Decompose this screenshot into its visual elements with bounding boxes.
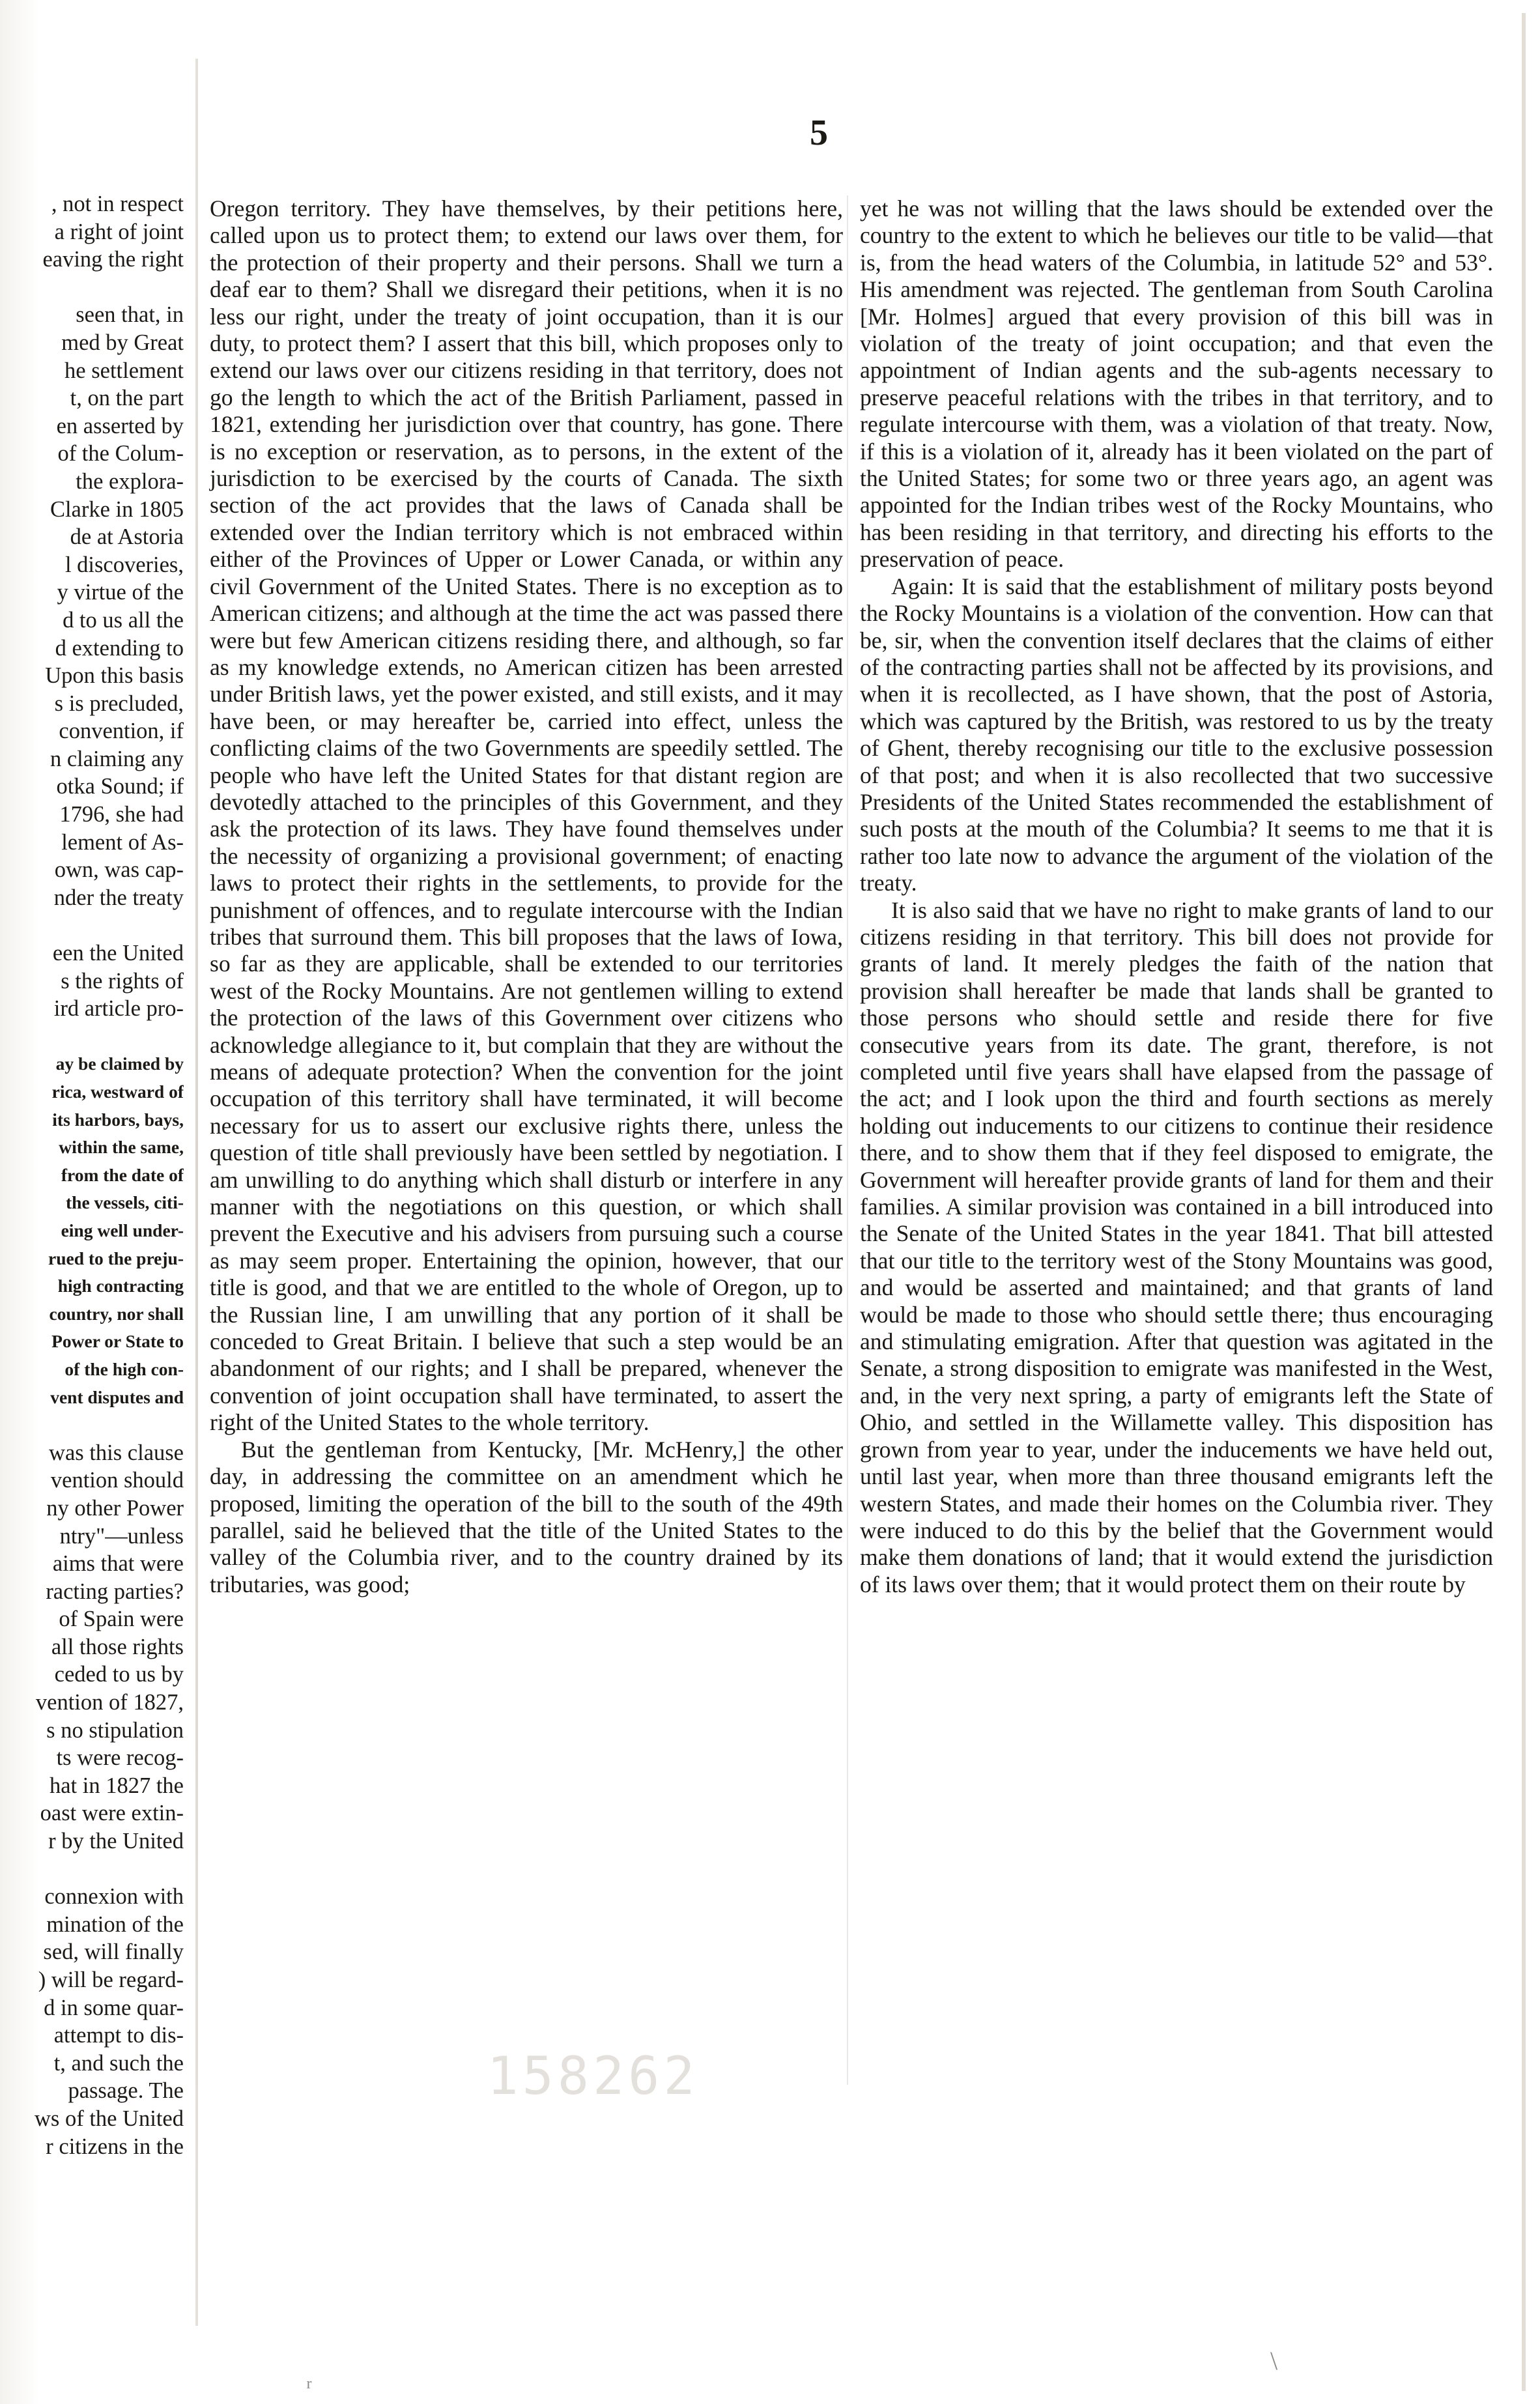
previous-page-line: med by Great	[61, 330, 184, 355]
previous-page-line: de at Astoria	[70, 524, 184, 550]
previous-page-line: ird article pro-	[53, 996, 184, 1022]
previous-page-line: of the Colum-	[57, 441, 184, 466]
right-paragraph-3: It is also said that we have no right to make grants of land to our citizens residing in that territory. This bill does not provide for grants of land. It merely pledges the faith of the nation that provision shall hereafter be made that lands shall be granted to those persons who should settle and reside there for five consecutive years from its date. The grant, therefore, is not completed until five years shall have elapsed from the passage of the act; and I look upon the third and fourth sections as merely holding out inducements to our citizens to continue their residence there, and to show them that if they feel disposed to emigrate, the Government will hereafter provide grants of land for them and their families. A similar provision was contained in a bill introduced into the Senate of the United States in the year 1841. That bill attested that our title to the territory west of the Stony Mountains was good, and would be asserted and maintained; and that grants of land would be made to those who should settle there; thus encouraging and stimulating emigration. After that question was agitated in the Senate, a strong disposition to emigrate was manifested in the West, and, in the very next spring, a party of emigrants left the State of Ohio, and settled in the Willamette valley. This disposition has grown from year to year, under the inducements we have held out, until last year, when more than three thousand emigrants left the western States, and made their homes on the Columbia river. They were induced to do this by the belief that the Government would make them donations of land; that it would extend the jurisdiction of its laws over them; that it would protect them on their route by	[860, 896, 1493, 1597]
previous-page-line: ay be claimed by	[55, 1053, 184, 1074]
previous-page-line: the explora-	[76, 468, 184, 494]
previous-page-line: own, was cap-	[54, 857, 184, 883]
previous-page-line	[0, 274, 184, 302]
left-text-column	[210, 195, 843, 1598]
previous-page-line: oast were extin-	[40, 1801, 184, 1826]
previous-page-line: connexion with	[44, 1884, 184, 1910]
previous-page-line	[0, 911, 184, 939]
previous-page-line: eing well under-	[61, 1220, 184, 1240]
previous-page-line: ny other Power	[46, 1495, 184, 1521]
previous-page-line: 1796, she had	[59, 802, 184, 827]
previous-page-line: within the same,	[59, 1137, 184, 1158]
previous-page-line: lement of As-	[61, 829, 184, 855]
left-paragraph-2: But the gentleman from Kentucky, [Mr. McHenry,] the other day, in addressing the committee on an amendment which he proposed, limiting the operation of the bill to the south of the 49th parallel, said he believed that the title of the United States to the valley of the Columbia river, and to the country drained by its tributaries, was good;	[210, 1436, 843, 1597]
previous-page-line: r citizens in the	[46, 2134, 184, 2159]
previous-page-line: Power or State to	[51, 1331, 184, 1352]
previous-page-line: the vessels, citi-	[66, 1192, 184, 1213]
left-paragraph-1: Oregon territory. They have themselves, by their petitions here, called upon us to protect them; to extend our laws over them, for the protection of their property and their persons. Shall we turn a deaf ear to them? Shall we disregard their petitions, when it is no less our right, under the treaty of joint occupation, than it is our duty, to protect them? I assert that this bill, which proposes only to extend our laws over our citizens residing in that territory, does not go the length to which the act of the British Parliament, passed in 1821, extending her jurisdiction over that country, has gone. There is no exception or reservation, as to persons, in the extent of the jurisdiction to be exercised by the courts of Canada. The sixth section of the act provides that the laws of Canada shall be extended over the Indian territory which is not embraced within either of the Provinces of Upper or Lower Canada, or within any civil Government of the United States. There is no exception as to American citizens; and although at the time the act was passed there were but few American citizens residing there, and although, so far as my knowledge extends, no American citizen has been arrested under British laws, yet the power existed, and still exists, and it may have been, or may hereafter be, carried into effect, unless the conflicting claims of the two Governments are speedily settled. The people who have left the United States for that distant region are devotedly attached to the principles of this Government, and they ask the protection of its laws. They have found themselves under the necessity of organizing a provisional government; of enacting laws to protect their rights in the settlements, to provide for the punishment of offences, and to regulate intercourse with the Indian tribes that surround them. This bill proposes that the laws of Iowa, so far as they are applicable, shall be extended to our territories west of the Rocky Mountains. Are not gentlemen willing to extend the protection of the laws of this Government over citizens who acknowledge allegiance to it, but complain that they are without the means of adequate protection? When the convention for the joint occupation of this territory shall have terminated, it will become necessary for us to assert our exclusive rights there, unless the question of title shall previously have been settled by negotiation. I am unwilling to do anything which shall disturb or interfere in any manner with the negotiations on this question, or which shall prevent the Executive and his advisers from pursuing such a course as may seem proper. Entertaining the opinion, however, that our title is good, and that we are entitled to the whole of Oregon, up to the Russian line, I am unwilling that any portion of it shall be conceded to Great Britain. I believe that such a step would be an abandonment of our rights; and I shall be prepared, whenever the convention of joint occupation shall have terminated, to assert the right of the United States to the whole territory.	[210, 195, 843, 1436]
previous-page-line: mination of the	[46, 1911, 184, 1937]
right-paragraph-1: yet he was not willing that the laws should be extended over the country to the extent to which he believes our title to be valid—that is, from the head waters of the Columbia, in latitude 52° and 53°. His amendment was rejected. The gentleman from South Carolina [Mr. Holmes] argued that every provision of this bill was in violation of the treaty of joint occupation; and that even the appointment of Indian agents and the sub-agents necessary to preserve peaceful relations with the tribes in that territory, and to regulate intercourse with them, was a violation of that treaty. Now, if this is a violation of it, already has it been violated on the part of the United States; for some two or three years ago, an agent was appointed for the Indian tribes west of the Rocky Mountains, who has been residing in that territory, and directing his efforts to the preservation of peace.	[860, 195, 1493, 573]
previous-page-line: convention, if	[59, 719, 184, 744]
previous-page-line: ceded to us by	[54, 1662, 184, 1687]
previous-page-line: all those rights	[51, 1634, 184, 1659]
previous-page-line: , not in respect	[51, 192, 184, 216]
previous-page-line: a right of joint	[54, 219, 184, 244]
previous-page-line: otka Sound; if	[56, 774, 184, 799]
previous-page-line: t, and such the	[53, 2050, 184, 2076]
previous-page-line: attempt to dis-	[53, 2023, 184, 2048]
previous-page-line: rica, westward of	[51, 1081, 184, 1102]
previous-page-line: t, on the part	[70, 386, 184, 411]
previous-page-line: vention of 1827,	[35, 1690, 184, 1715]
column-divider	[847, 195, 848, 2085]
page-edge	[1522, 13, 1526, 2391]
previous-page-fragment-column	[0, 190, 184, 2160]
previous-page-line: Upon this basis	[45, 663, 184, 689]
previous-page-line: its harbors, bays,	[52, 1109, 184, 1130]
previous-page-line: hat in 1827 the	[49, 1773, 184, 1798]
previous-page-line: eaving the right	[42, 247, 184, 272]
previous-page-line: vention should	[50, 1468, 184, 1493]
right-paragraph-2: Again: It is said that the establishment of military posts beyond the Rocky Mountains is a violation of the convention. How can that be, sir, when the convention itself declares that the claims of either of the contracting parties shall not be affected by its provisions, and when it is recollected, as I have shown, that the post of Astoria, which was captured by the British, was restored to us by the treaty of Ghent, thereby recognising our title to the exclusive possession of that post; and when it is also recollected that two successive Presidents of the United States recommended the establishment of such posts at the mouth of the Columbia? It seems to me that it is rather too late now to advance the argument of the violation of the treaty.	[860, 573, 1493, 896]
faded-library-stamp: 158262	[487, 2046, 699, 2106]
previous-page-line: seen that, in	[76, 302, 184, 328]
previous-page-line: high contracting	[57, 1276, 184, 1296]
page-gutter	[195, 59, 198, 2326]
previous-page-line: nder the treaty	[53, 885, 184, 910]
previous-page-line	[0, 1411, 184, 1439]
previous-page-line: racting parties?	[46, 1579, 184, 1604]
previous-page-line: d extending to	[55, 635, 184, 661]
previous-page-line: n claiming any	[50, 746, 184, 771]
right-text-column	[860, 195, 1493, 1598]
previous-page-line	[0, 1023, 184, 1051]
previous-page-line: l discoveries,	[64, 552, 184, 577]
previous-page-line: d to us all the	[63, 607, 184, 633]
previous-page-line: rued to the preju-	[48, 1248, 184, 1268]
previous-page-line: of Spain were	[59, 1607, 184, 1632]
previous-page-line	[0, 1855, 184, 1883]
previous-page-line: ntry"—unless	[59, 1523, 184, 1549]
previous-page-line: s is precluded,	[54, 691, 184, 716]
previous-page-line: ) will be regard-	[38, 1968, 184, 1992]
previous-page-line: d in some quar-	[44, 1995, 184, 2020]
page-number: 5	[810, 113, 828, 153]
scan-artifact-mark: ʳ	[306, 2372, 312, 2401]
previous-page-line: y virtue of the	[57, 580, 184, 605]
previous-page-line: country, nor shall	[49, 1303, 184, 1324]
scan-artifact-mark: \	[1270, 2346, 1278, 2375]
previous-page-line: he settlement	[64, 358, 184, 383]
previous-page-line: aims that were	[52, 1551, 184, 1577]
previous-page-line: ts were recog-	[56, 1745, 184, 1771]
previous-page-line: Clarke in 1805	[50, 496, 184, 522]
previous-page-line: s no stipulation	[46, 1717, 184, 1743]
previous-page-line: passage. The	[68, 2078, 184, 2104]
previous-page-line: r by the United	[48, 1829, 184, 1854]
previous-page-line: from the date of	[61, 1164, 184, 1185]
previous-page-line: ws of the United	[34, 2106, 184, 2131]
previous-page-line: sed, will finally	[43, 1939, 184, 1965]
previous-page-line: s the rights of	[61, 968, 184, 994]
previous-page-line: vent disputes and	[50, 1386, 184, 1407]
previous-page-line: een the United	[52, 941, 184, 966]
previous-page-line: of the high con-	[64, 1358, 184, 1379]
previous-page-line: en asserted by	[56, 413, 184, 438]
previous-page-line: was this clause	[49, 1440, 184, 1465]
